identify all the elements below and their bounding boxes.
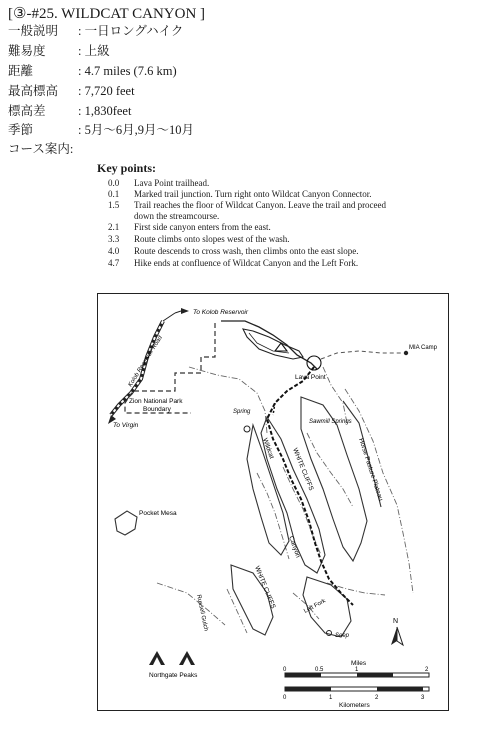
km-tick-3: 3 xyxy=(421,695,425,701)
label-wildcat: Wildcat xyxy=(261,437,275,460)
label-zion-park: Zion National Park xyxy=(129,398,183,405)
mia-camp-marker xyxy=(404,351,408,355)
label-kilometers: Kilometers xyxy=(339,702,370,709)
trail-map xyxy=(97,293,449,711)
info-row-difficulty xyxy=(8,41,110,61)
info-row-elevation-gain xyxy=(8,101,131,121)
label-canyon: Canyon xyxy=(287,535,302,559)
info-value: : 上級 xyxy=(78,44,110,58)
label-russell-gulch: Russell Gulch xyxy=(195,594,209,632)
label-mia-camp: MIA Camp xyxy=(409,345,438,351)
label-to-kolob: To Kolob Reservoir xyxy=(193,309,249,316)
key-point-text: First side canyon enters from the east. xyxy=(134,222,271,232)
miles-tick-1: 1 xyxy=(355,667,359,673)
key-point-mile: 3.3 xyxy=(108,234,120,244)
key-point-mile: 0.0 xyxy=(108,178,120,188)
km-tick-0: 0 xyxy=(283,695,287,701)
key-point-text: Hike ends at confluence of Wildcat Canyon and the Left Fork. xyxy=(134,258,359,268)
key-point-mile: 0.1 xyxy=(108,189,120,199)
page-title: [③-#25. WILDCAT CANYON ] xyxy=(8,6,206,22)
key-point-text: Route climbs onto slopes west of the wash. xyxy=(134,234,290,244)
label-to-virgin: To Virgin xyxy=(113,422,139,429)
key-point-text: Marked trail junction. Turn right onto Wildcat Canyon Connector. xyxy=(134,189,372,199)
info-label: 距離 xyxy=(8,64,34,78)
label-white-cliffs-upper: WHITE CLIFFS xyxy=(291,447,315,492)
info-value: : 1,830feet xyxy=(78,104,132,118)
label-white-cliffs-lower: WHITE CLIFFS xyxy=(253,565,277,610)
info-row-description xyxy=(8,21,183,41)
key-point-mile: 4.7 xyxy=(108,258,120,268)
key-point-text: Trail reaches the floor of Wildcat Canyon. Leave the trail and proceed xyxy=(134,200,387,210)
key-point-text: Lava Point trailhead. xyxy=(134,178,210,188)
label-boundary: Boundary xyxy=(143,406,171,413)
label-left-fork: Left Fork xyxy=(303,598,327,615)
info-label: コース案内 xyxy=(8,142,70,156)
label-kolob-road: Kolob Reservoir Road xyxy=(127,335,164,389)
info-value: : 5月～6月,9月～10月 xyxy=(78,123,194,137)
info-label: 一般説明 xyxy=(8,24,59,38)
info-row-course-guide xyxy=(8,139,73,159)
label-northgate-peaks: Northgate Peaks xyxy=(149,672,198,679)
label-seep: Seep xyxy=(335,633,350,639)
key-point-mile: 4.0 xyxy=(108,246,120,256)
info-label: 難易度 xyxy=(8,44,46,58)
info-row-max-elevation xyxy=(8,81,135,101)
km-tick-1: 1 xyxy=(329,695,333,701)
info-label: 最高標高 xyxy=(8,84,59,98)
label-pocket-mesa: Pocket Mesa xyxy=(139,510,177,517)
info-row-distance xyxy=(8,61,177,81)
info-value: : xyxy=(69,142,74,156)
km-tick-2: 2 xyxy=(375,695,379,701)
key-point-mile: 2.1 xyxy=(108,222,120,232)
info-label: 標高差 xyxy=(8,104,46,118)
info-value: : 4.7 miles (7.6 km) xyxy=(78,64,177,78)
info-row-season xyxy=(8,120,194,140)
key-point-mile: 1.5 xyxy=(108,200,120,210)
label-spring: Spring xyxy=(233,409,251,415)
key-points-title: Key points: xyxy=(97,161,157,175)
key-point-text: down the streamcourse. xyxy=(134,211,220,221)
label-lava-point: Lava Point xyxy=(295,374,326,381)
label-horse-pasture-plateau: Horse Pasture Plateau xyxy=(357,437,384,502)
label-north: N xyxy=(393,618,399,625)
trail-map-svg xyxy=(97,293,449,711)
label-miles: Miles xyxy=(351,660,367,667)
miles-tick-0-5: 0.5 xyxy=(315,667,324,673)
miles-tick-2: 2 xyxy=(425,667,429,673)
info-value: : 一日ロングハイク xyxy=(78,24,184,38)
info-label: 季節 xyxy=(8,123,34,137)
label-sawmill-springs: Sawmill Springs xyxy=(309,419,352,425)
info-value: : 7,720 feet xyxy=(78,84,135,98)
miles-tick-0: 0 xyxy=(283,667,287,673)
key-point-text: Route descends to cross wash, then climbs onto the east slope. xyxy=(134,246,359,256)
